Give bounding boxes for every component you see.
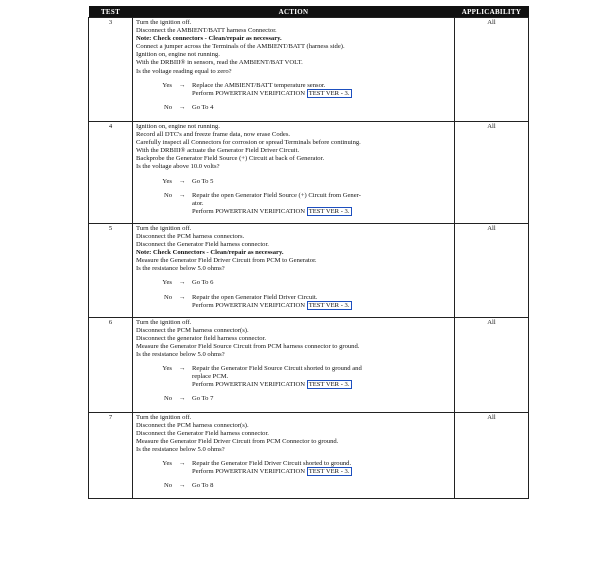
branch-result	[192, 395, 451, 403]
verification-instruction	[192, 208, 451, 216]
instruction-text: Disconnect the PCM harness connector(s).	[136, 421, 249, 429]
verification-text: Perform POWERTRAIN VERIFICATION	[192, 207, 306, 215]
table-row	[89, 223, 529, 317]
action-column-header: ACTION	[133, 6, 455, 18]
result-text: Go To 6	[192, 279, 214, 287]
yes-branch	[136, 178, 451, 186]
result-text: Go To 4	[192, 103, 214, 111]
arrow-icon: →	[178, 103, 186, 111]
verification-instruction	[192, 381, 451, 389]
branch-result	[192, 279, 451, 287]
instruction-text: With the DRBIII® actuate the Generator Field Driver Circuit.	[136, 147, 300, 155]
arrow-icon: →	[178, 395, 186, 403]
verification-text: Perform POWERTRAIN VERIFICATION	[192, 468, 306, 476]
test-ver-link[interactable]: TEST VER - 3.	[308, 301, 350, 309]
arrow-icon: →	[178, 293, 186, 301]
instruction-text: Disconnect the generator field harness connector.	[136, 334, 266, 342]
branch-condition: No	[163, 191, 172, 199]
result-text: Go To 5	[192, 177, 214, 185]
test-column-header: TEST	[89, 6, 133, 18]
no-branch	[136, 482, 451, 490]
diagnostic-procedure-page	[88, 6, 528, 499]
instruction-text: Disconnect the Generator Field harness connector.	[136, 241, 269, 249]
action-cell	[133, 412, 455, 499]
test-number: 4	[89, 121, 133, 223]
action-cell	[133, 317, 455, 412]
applicability-value: All	[455, 223, 529, 317]
branch-result	[192, 82, 451, 98]
branch-condition: No	[163, 293, 172, 301]
branch-result	[192, 482, 451, 490]
instruction-text: Turn the ignition off.	[136, 413, 192, 421]
yes-branch	[136, 460, 451, 476]
instruction-text: Is the resistance below 5.0 ohms?	[136, 445, 225, 453]
instruction-text: Measure the Generator Field Source Circuit from PCM harness connector to ground.	[136, 343, 360, 350]
arrow-icon: →	[178, 177, 186, 185]
test-ver-link[interactable]: TEST VER - 3.	[308, 89, 350, 97]
test-ver-link[interactable]: TEST VER - 3.	[308, 468, 350, 476]
verification-text: Perform POWERTRAIN VERIFICATION	[192, 89, 306, 97]
arrow-icon: →	[178, 279, 186, 287]
action-cell	[133, 18, 455, 122]
yes-branch	[136, 82, 451, 98]
action-cell	[133, 121, 455, 223]
instruction-text: Disconnect the PCM harness connector(s).	[136, 326, 249, 334]
instruction-text: Turn the ignition off.	[136, 318, 192, 326]
branch-result	[192, 104, 451, 112]
table-row	[89, 18, 529, 122]
branch-condition: Yes	[162, 177, 172, 185]
instruction-text: Turn the ignition off.	[136, 19, 192, 26]
arrow-icon: →	[178, 81, 186, 89]
verification-instruction	[192, 302, 451, 310]
instruction-text: Disconnect the Generator Field harness connector.	[136, 429, 269, 437]
instruction-text: Carefully inspect all Connectors for corrosion or spread Terminals before continuing.	[136, 139, 361, 147]
instruction-text: Backprobe the Generator Field Source (+) Circuit at back of Generator.	[136, 155, 325, 163]
diagnostic-test-table	[88, 6, 529, 499]
arrow-icon: →	[178, 460, 186, 468]
branch-result	[192, 192, 451, 216]
no-branch	[136, 294, 451, 310]
instruction-text: With the DRBIII® in sensors, read the AMBIENT/BAT VOLT.	[136, 59, 303, 67]
table-row	[89, 121, 529, 223]
note-text: Note: Check connectors - Clean/repair as necessary.	[136, 35, 282, 43]
branch-result	[192, 178, 451, 186]
instruction-text: Measure the Generator Field Driver Circuit from PCM to Generator.	[136, 257, 317, 265]
branch-result	[192, 365, 451, 389]
yes-branch	[136, 279, 451, 287]
table-row	[89, 412, 529, 499]
test-ver-link[interactable]: TEST VER - 3.	[308, 381, 350, 389]
result-text: Go To 8	[192, 482, 214, 490]
instruction-text: Is the voltage reading equal to zero?	[136, 67, 232, 75]
instruction-text: Ignition on, engine not running.	[136, 122, 220, 130]
result-text: Repair the open Generator Field Driver Circuit.	[192, 293, 318, 301]
branch-condition: Yes	[162, 365, 172, 373]
test-number: 3	[89, 18, 133, 122]
result-text: Repair the open Generator Field Source (+) Circuit from Gener-	[192, 191, 361, 199]
no-branch	[136, 395, 451, 403]
table-header-row	[89, 6, 529, 18]
result-text: ator.	[192, 199, 204, 207]
applicability-column-header: APPLICABILITY	[455, 6, 529, 18]
branch-condition: No	[163, 395, 172, 403]
branch-condition: No	[163, 482, 172, 490]
verification-text: Perform POWERTRAIN VERIFICATION	[192, 381, 306, 389]
arrow-icon: →	[178, 482, 186, 490]
result-text: Repair the Generator Field Source Circuit shorted to ground and	[192, 365, 362, 373]
branch-condition: Yes	[162, 460, 172, 468]
result-text: Replace the AMBIENT/BATT temperature sensor.	[192, 81, 326, 89]
instruction-text: Is the resistance below 5.0 ohms?	[136, 265, 225, 273]
test-number: 5	[89, 223, 133, 317]
branch-condition: Yes	[162, 279, 172, 287]
verification-text: Perform POWERTRAIN VERIFICATION	[192, 301, 306, 309]
table-row	[89, 317, 529, 412]
verification-instruction	[192, 468, 451, 476]
arrow-icon: →	[178, 365, 186, 373]
test-ver-link[interactable]: TEST VER - 3.	[308, 207, 350, 215]
result-text: replace PCM.	[192, 373, 229, 381]
arrow-icon: →	[178, 191, 186, 199]
note-text: Note: Check Connectors - Clean/repair as necessary.	[136, 249, 284, 257]
result-text: Repair the Generator Field Driver Circuit shorted to ground.	[192, 460, 352, 468]
test-number: 6	[89, 317, 133, 412]
instruction-text: Measure the Generator Field Driver Circuit from PCM Connector to ground.	[136, 437, 339, 445]
verification-instruction	[192, 90, 451, 98]
action-cell	[133, 223, 455, 317]
test-number: 7	[89, 412, 133, 499]
branch-result	[192, 294, 451, 310]
instruction-text: Is the voltage above 10.0 volts?	[136, 163, 220, 171]
applicability-value: All	[455, 412, 529, 499]
yes-branch	[136, 365, 451, 389]
instruction-text: Record all DTC's and freeze frame data, now erase Codes.	[136, 131, 291, 139]
result-text: Go To 7	[192, 395, 214, 403]
branch-condition: No	[163, 103, 172, 111]
instruction-text: Ignition on, engine not running.	[136, 51, 220, 59]
applicability-value: All	[455, 18, 529, 122]
applicability-value: All	[455, 121, 529, 223]
no-branch	[136, 192, 451, 216]
instruction-text: Connect a jumper across the Terminals of the AMBIENT/BATT (harness side).	[136, 43, 345, 51]
branch-condition: Yes	[162, 81, 172, 89]
instruction-text: Disconnect the PCM harness connectors.	[136, 232, 245, 240]
instruction-text: Disconnect the AMBIENT/BATT harness Connector.	[136, 27, 277, 35]
branch-result	[192, 460, 451, 476]
instruction-text: Turn the ignition off.	[136, 224, 192, 232]
no-branch	[136, 104, 451, 112]
applicability-value: All	[455, 317, 529, 412]
instruction-text: Is the resistance below 5.0 ohms?	[136, 351, 225, 359]
